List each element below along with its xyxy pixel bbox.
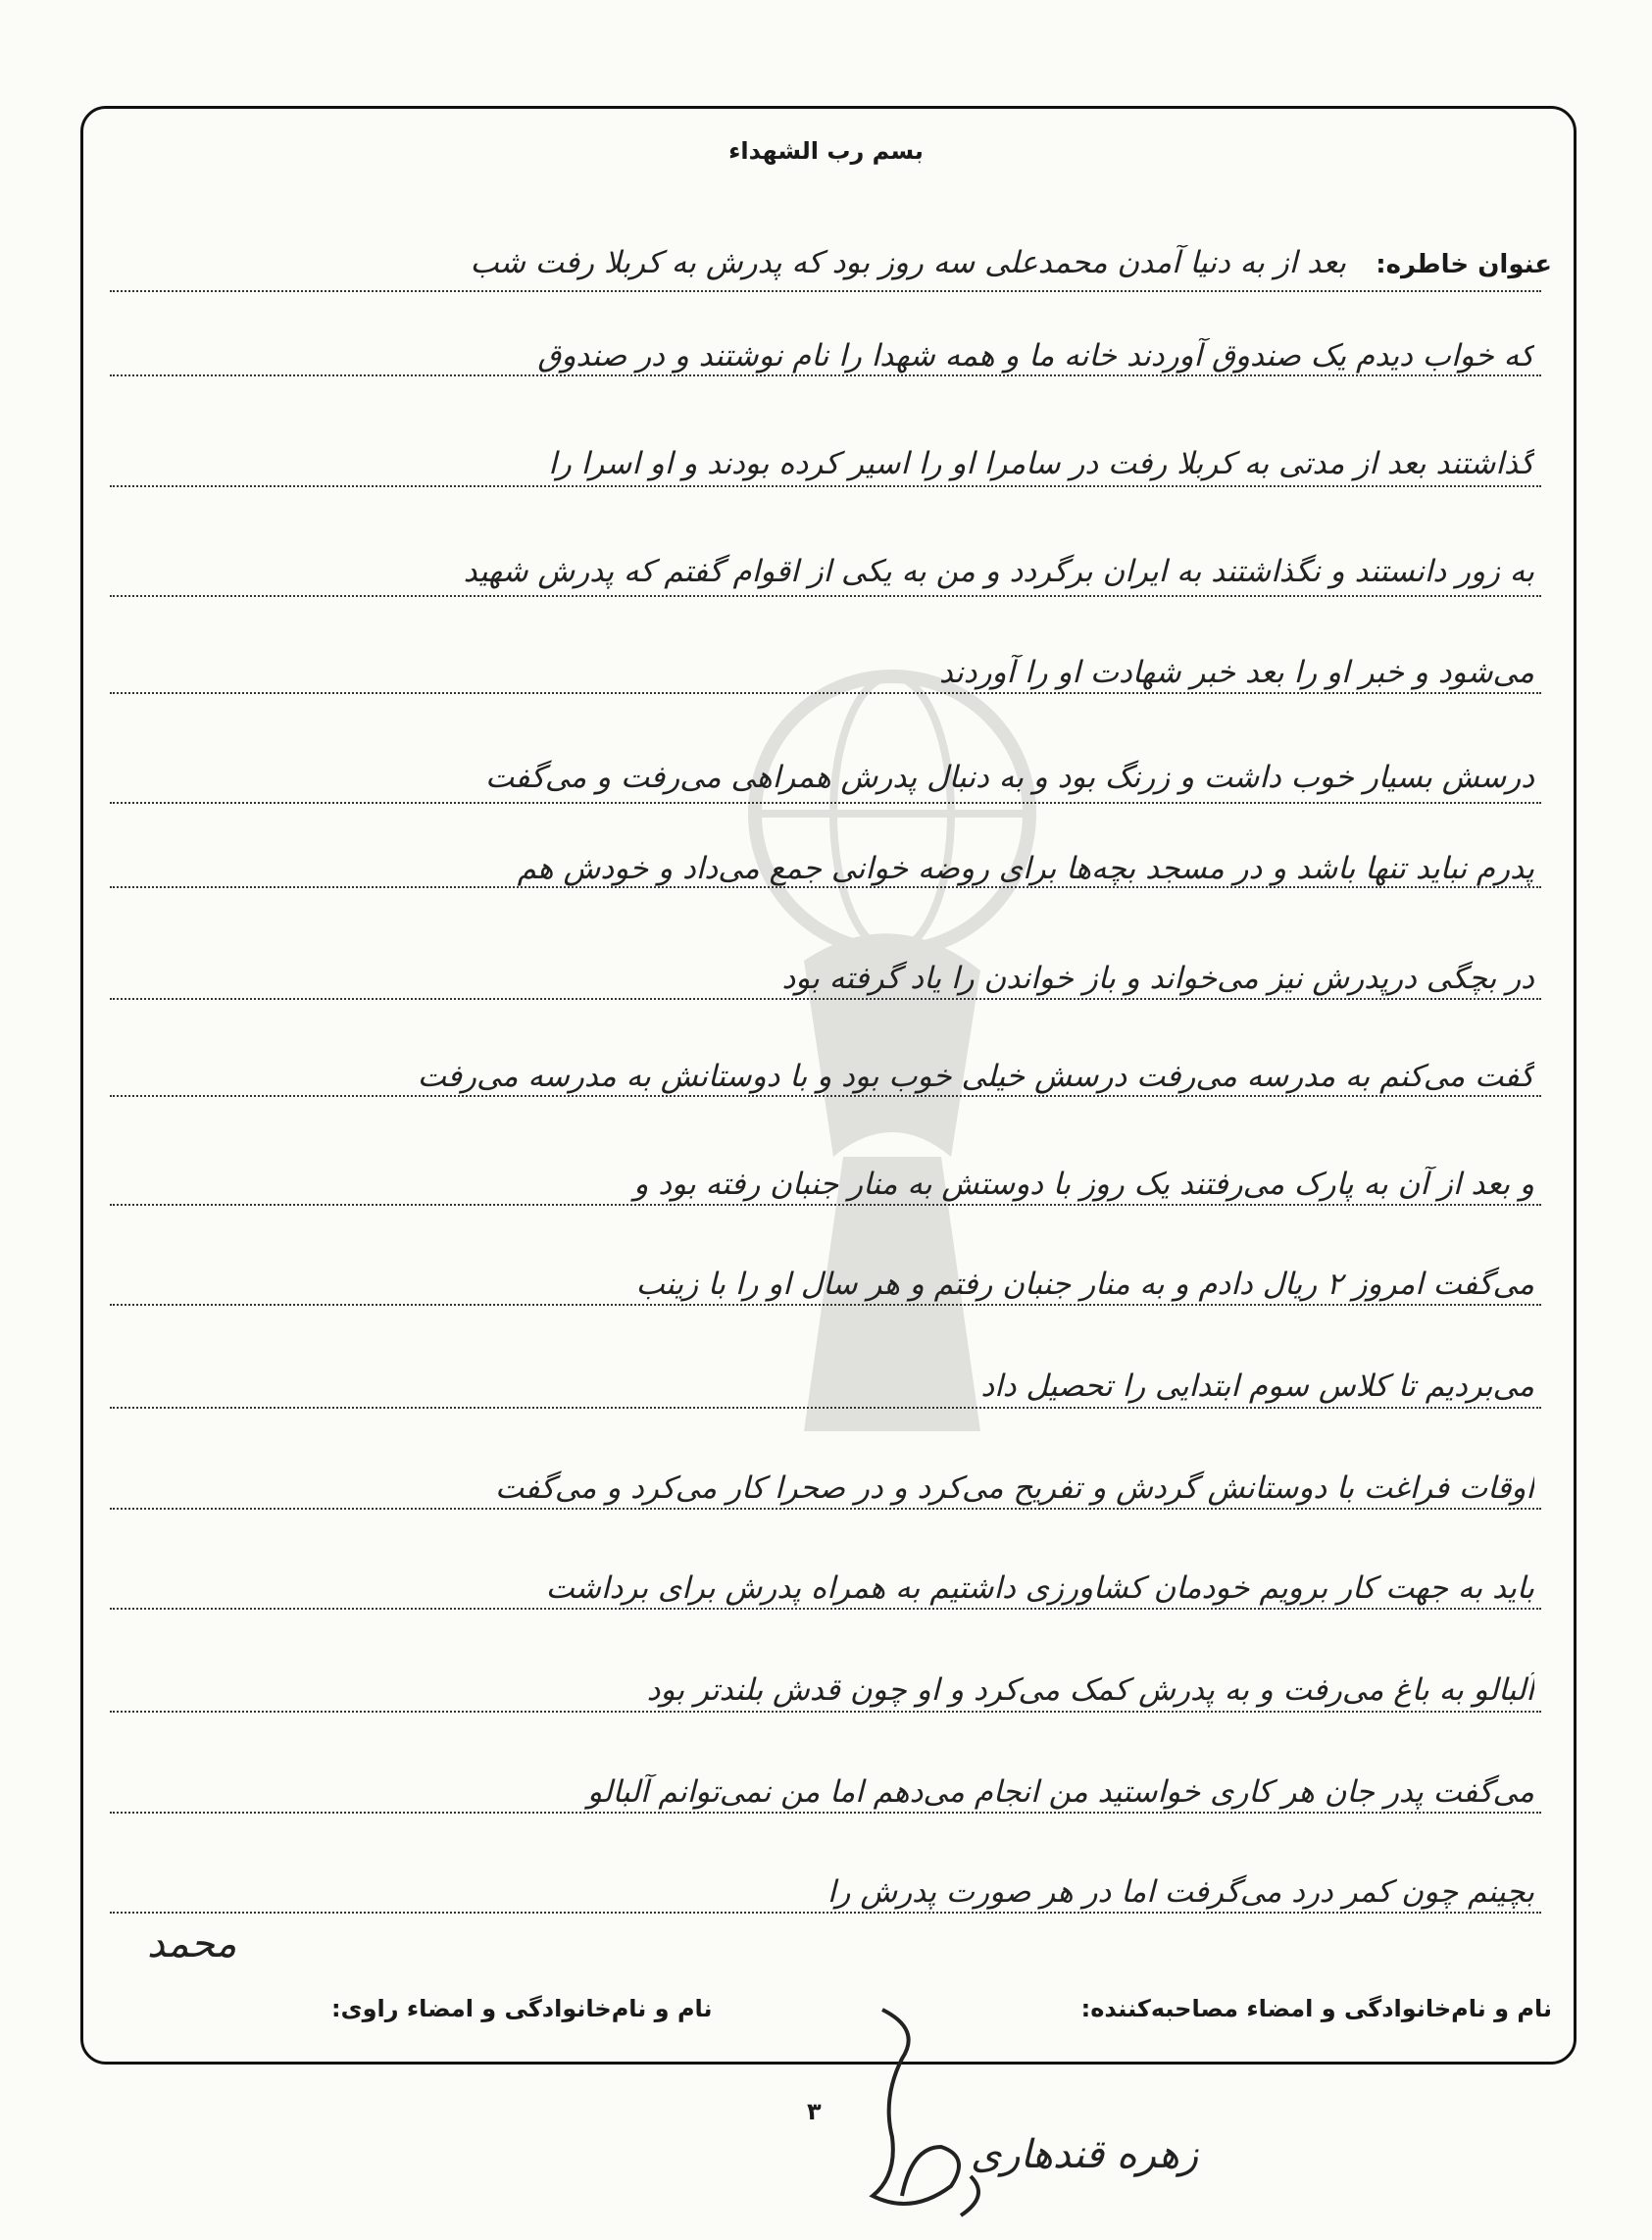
memory-title-label: عنوان خاطره: <box>1376 250 1552 279</box>
line-rule <box>110 1912 1541 1914</box>
handwritten-line: باید به جهت کار برویم خودمان کشاورزی داشتیم به همراه پدرش برای برداشت <box>545 1570 1534 1606</box>
handwritten-line: به زور دانستند و نگذاشتند به ایران برگردد و من به یکی از اقوام گفتم که پدرش شهید <box>463 554 1534 589</box>
handwritten-line: بعد از به دنیا آمدن محمدعلی سه روز بود که پدرش به کربلا رفت شب <box>470 245 1346 280</box>
handwritten-line: پدرم نباید تنها باشد و در مسجد بچه‌ها برای روضه خوانی جمع می‌داد و خودش هم <box>517 851 1534 886</box>
line-rule <box>110 802 1541 804</box>
line-rule <box>110 886 1541 888</box>
interviewer-signature <box>843 2000 1020 2235</box>
handwritten-line: گذاشتند بعد از مدتی به کربلا رفت در سامرا او را اسیر کرده بودند و او اسرا را <box>548 446 1534 481</box>
line-rule <box>110 1204 1541 1206</box>
handwritten-line: اوقات فراغت با دوستانش گردش و تفریح می‌کرد و در صحرا کار می‌کرد و می‌گفت <box>495 1470 1534 1506</box>
line-rule <box>110 1508 1541 1510</box>
line-rule <box>110 485 1541 487</box>
interviewer-name: زهره قندهاری <box>971 2132 1199 2177</box>
handwritten-line: می‌بردیم تا کلاس سوم ابتدایی را تحصیل داد <box>980 1369 1534 1404</box>
line-rule <box>110 1095 1541 1097</box>
line-rule <box>110 1407 1541 1409</box>
line-rule <box>110 1304 1541 1306</box>
handwritten-line: و بعد از آن به پارک می‌رفتند یک روز با دوستش به منار جنبان رفته بود و <box>633 1167 1534 1202</box>
line-rule <box>110 998 1541 1000</box>
page-number: ۳ <box>807 2098 822 2125</box>
interviewer-signature-label: نام و نام‌خانوادگی و امضاء مصاحبه‌کننده: <box>1080 1995 1552 2022</box>
handwritten-line: در بچگی درپدرش نیز می‌خواند و باز خواندن را یاد گرفته بود <box>781 961 1534 996</box>
narrator-name: محمد <box>147 1921 237 1966</box>
page-header: بسم رب الشهداء <box>728 137 924 165</box>
handwritten-line: آلبالو به باغ می‌رفت و به پدرش کمک می‌کرد و او چون قدش بلندتر بود <box>646 1672 1534 1708</box>
narrator-signature-label: نام و نام‌خانوادگی و امضاء راوی: <box>331 1995 713 2022</box>
line-rule <box>110 1812 1541 1814</box>
line-rule <box>110 374 1541 376</box>
line-rule <box>110 1711 1541 1713</box>
handwritten-line: که خواب دیدم یک صندوق آوردند خانه ما و همه شهدا را نام نوشتند و در صندوق <box>537 338 1534 373</box>
line-rule <box>110 290 1541 292</box>
handwritten-line: درسش بسیار خوب داشت و زرنگ بود و به دنبال پدرش همراهی می‌رفت و می‌گفت <box>484 760 1534 795</box>
handwritten-line: می‌شود و خبر او را بعد خبر شهادت او را آوردند <box>938 655 1534 690</box>
line-rule <box>110 692 1541 694</box>
handwritten-line: می‌گفت پدر جان هر کاری خواستید من انجام می‌دهم اما من نمی‌توانم آلبالو <box>587 1774 1534 1810</box>
handwritten-line: گفت می‌کنم به مدرسه می‌رفت درسش خیلی خوب بود و با دوستانش به مدرسه می‌رفت <box>417 1059 1534 1094</box>
handwritten-line: می‌گفت امروز ۲ ریال دادم و به منار جنبان رفتم و هر سال او را با زینب <box>635 1267 1534 1302</box>
line-rule <box>110 1608 1541 1610</box>
handwritten-line: بچینم چون کمر درد می‌گرفت اما در هر صورت پدرش را <box>826 1874 1534 1910</box>
line-rule <box>110 595 1541 597</box>
